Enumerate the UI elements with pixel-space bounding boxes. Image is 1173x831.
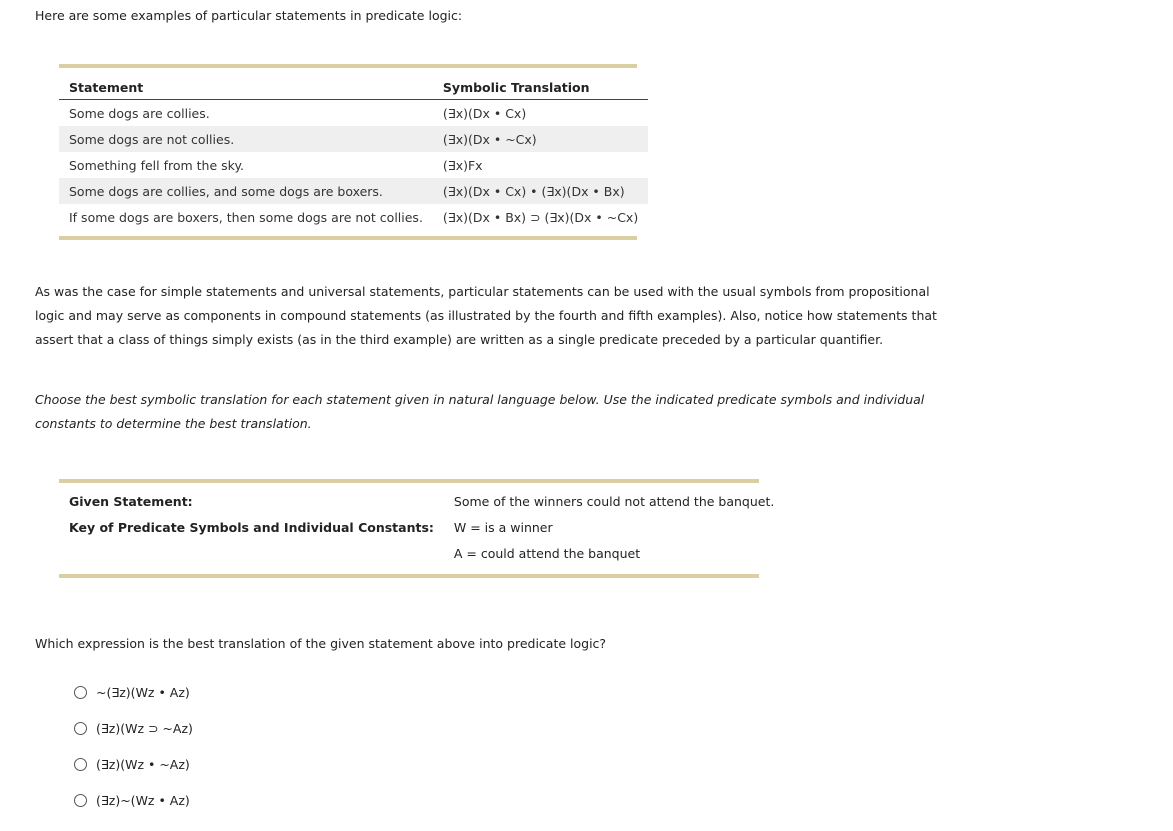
symbolic-cell: (∃x)(Dx • Cx) • (∃x)(Dx • Bx) — [433, 178, 648, 204]
table-row — [59, 152, 648, 178]
radio-button[interactable] — [74, 794, 87, 807]
statement-cell: If some dogs are boxers, then some dogs are not collies. — [69, 209, 423, 225]
radio-button[interactable] — [74, 686, 87, 699]
key-row — [59, 540, 784, 566]
given-statement-table — [59, 488, 784, 566]
answer-option-label[interactable]: (∃z)(Wz ⊃ ~Az) — [96, 720, 193, 736]
key-row — [59, 514, 784, 540]
instructions-paragraph: Choose the best symbolic translation for each statement given in natural language below. Use the indicated predicate symbols and individual constants to determine the best translation. — [35, 392, 925, 431]
examples-table — [59, 76, 648, 230]
answer-option-label[interactable]: (∃z)~(Wz • Az) — [96, 792, 190, 808]
table-row — [59, 126, 648, 152]
symbolic-cell: (∃x)Fx — [442, 157, 483, 173]
table-row — [59, 178, 648, 204]
given-statement-value: Some of the winners could not attend the banquet. — [453, 493, 775, 509]
key-value-a: A = could attend the banquet — [453, 545, 641, 561]
symbolic-cell: (∃x)(Dx • Bx) ⊃ (∃x)(Dx • ~Cx) — [442, 209, 639, 225]
examples-header-row — [59, 76, 648, 100]
answer-option-label[interactable]: (∃z)(Wz • ~Az) — [96, 756, 190, 772]
header-symbolic-translation: Symbolic Translation — [433, 76, 648, 100]
statement-cell: Something fell from the sky. — [69, 157, 245, 173]
header-statement: Statement — [59, 76, 433, 100]
statement-cell: Some dogs are collies. — [69, 105, 210, 121]
key-value-w: W = is a winner — [453, 519, 553, 535]
radio-button[interactable] — [74, 758, 87, 771]
intro-text: Here are some examples of particular statements in predicate logic: — [35, 8, 463, 23]
radio-button[interactable] — [74, 722, 87, 735]
answer-option-label[interactable]: ~(∃z)(Wz • Az) — [96, 684, 190, 700]
answer-option[interactable] — [74, 710, 193, 746]
question-text: Which expression is the best translation of the given statement above into predicate logic? — [35, 636, 607, 651]
symbolic-cell: (∃x)(Dx • Cx) — [442, 105, 527, 121]
statement-cell: Some dogs are not collies. — [59, 126, 433, 152]
answer-option[interactable] — [74, 746, 193, 782]
statement-cell: Some dogs are collies, and some dogs are boxers. — [59, 178, 433, 204]
key-label: Key of Predicate Symbols and Individual Constants: — [69, 519, 434, 535]
answer-options — [74, 674, 193, 818]
table-row — [59, 204, 648, 230]
key-label-spacer — [59, 540, 444, 566]
examples-table-container — [59, 64, 637, 240]
table-row — [59, 100, 648, 127]
answer-option[interactable] — [74, 782, 193, 818]
answer-option[interactable] — [74, 674, 193, 710]
given-statement-row — [59, 488, 784, 514]
given-statement-label: Given Statement: — [69, 493, 193, 509]
symbolic-cell: (∃x)(Dx • ~Cx) — [433, 126, 648, 152]
given-statement-box — [59, 479, 775, 578]
explanation-paragraph: As was the case for simple statements and universal statements, particular statements can be used with the usual symbols from propositional logic and may serve as components in compound statements (as illustrated by the fourth and fifth examples). Also, notice how statements that assert that a class of things simply exists (as in the third example) are written as a single predicate preceded by a particular quantifier. — [35, 284, 937, 347]
